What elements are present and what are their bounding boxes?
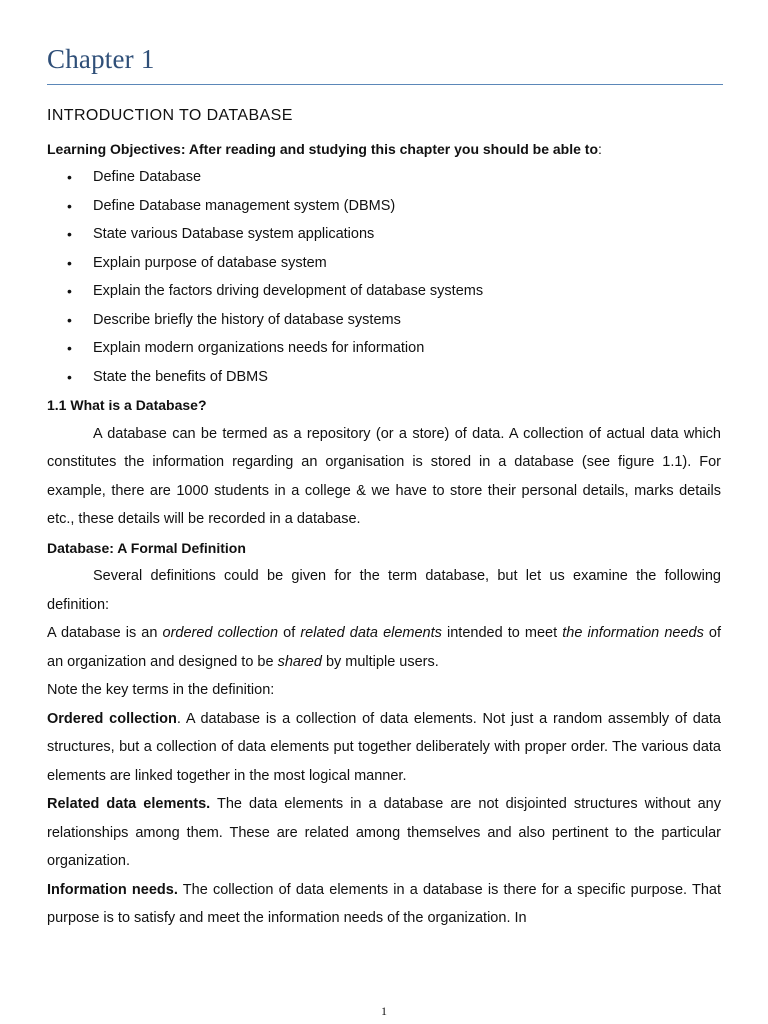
definition-emphasis: shared [277,653,322,670]
objectives-colon: : [598,141,602,157]
objectives-lead: Learning Objectives: After reading and studying this chapter you should be able to [47,141,599,157]
key-term-paragraph [47,705,721,791]
key-term-text: . A database is a collection of data elements. Not just a random assembly of data structures, but a collection of data elements put together deliberately with proper order. The various data elements are linked together in the most logical manner. [47,710,721,784]
chapter-divider [47,84,723,85]
definition-emphasis: related data elements [300,625,442,641]
list-item: • Define Database management system (DBMS) [93,192,721,221]
list-item: • Explain the factors driving development of database systems [93,277,721,306]
list-item: • State various Database system applications [93,220,721,249]
subsection-heading: 1.1 What is a Database? [47,397,207,413]
paragraph: A database can be termed as a repository (or a store) of data. A collection of actual data which constitutes the information regarding an organisation is stored in a database (see figure 1.1). For example, there are 1000 students in a college & we have to store their personal details, marks details etc., these details will be recorded in a database. [47,425,721,527]
key-term-text: The collection of data elements in a database is there for a specific purpose. That purpose is to satisfy and meet the information needs of the organization. In [47,881,721,926]
heading-rest-part: : A Formal Definition [109,539,246,556]
key-term: Ordered collection [47,710,177,727]
page-content [47,103,721,933]
key-term: Related data elements. [47,796,211,812]
paragraph: Several definitions could be given for the term database, but let us examine the following definition: [47,568,721,613]
chapter-title: Chapter 1 [47,44,155,74]
formal-definition-heading [47,534,721,563]
definition-text: A database is an [47,625,163,641]
list-item: • Explain purpose of database system [93,249,721,278]
definition-emphasis: the information needs [562,625,704,641]
page-number: 1 [381,1004,387,1018]
list-item: • Define Database [93,163,721,192]
key-term-paragraph [47,876,721,933]
key-term: Information needs. [47,881,178,898]
list-item: • Explain modern organizations needs for information [93,334,721,363]
definition-paragraph [47,619,721,676]
heading-bold-part: Database [47,539,110,556]
list-item: • Describe briefly the history of database systems [93,306,721,335]
definition-text: of [278,625,301,641]
key-term-paragraph [47,790,721,876]
definition-text: intended to meet [441,625,563,641]
list-item: • State the benefits of DBMS [93,363,721,392]
definition-emphasis: ordered collection [162,625,279,641]
definition-text: of an organization and designed to be [47,625,722,670]
definition-text: by multiple users. [321,653,439,670]
note-line: Note the key terms in the definition: [47,682,275,698]
objectives-intro [47,135,721,163]
key-term-text: The data elements in a database are not disjointed structures without any relationships among them. These are related among themselves and also pertinent to the particular organization. [47,796,721,869]
objectives-list [47,163,721,391]
section-heading: INTRODUCTION TO DATABASE [47,107,293,124]
